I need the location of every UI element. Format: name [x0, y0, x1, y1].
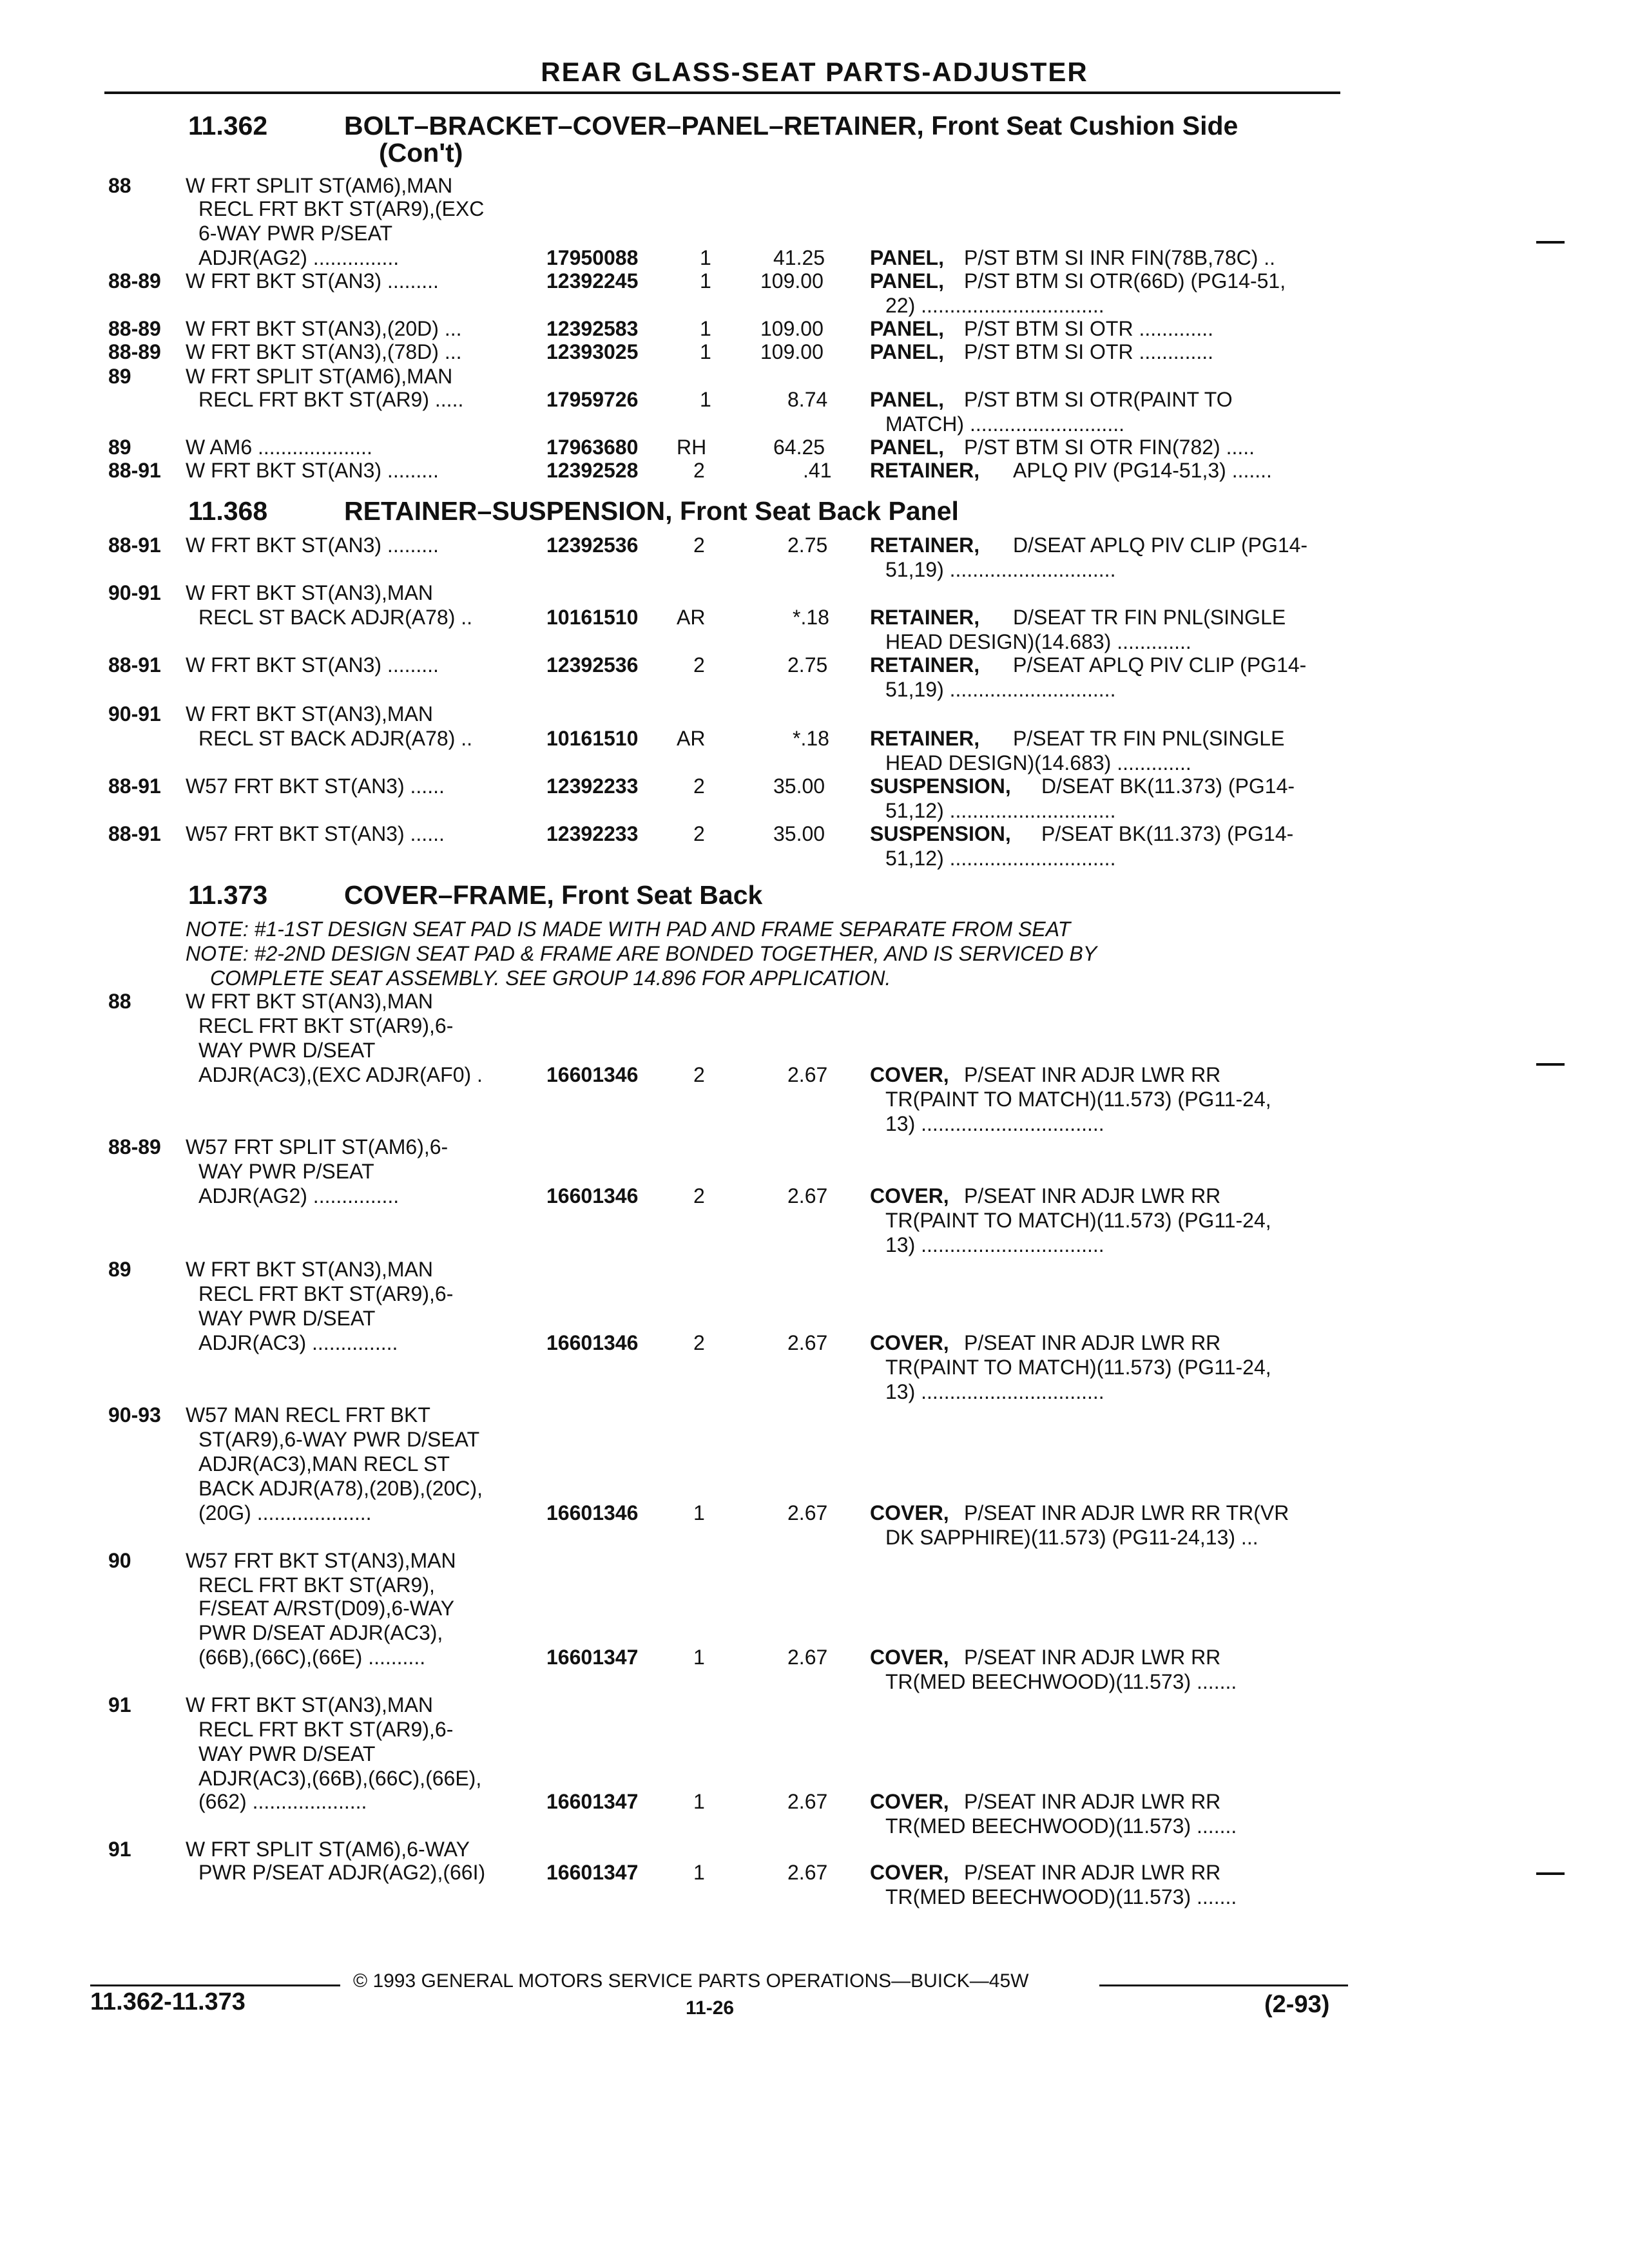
year: 89 [108, 365, 131, 388]
quantity: AR [677, 606, 706, 629]
section-title-continued: (Con't) [379, 138, 463, 168]
description: P/SEAT INR ADJR LWR RR [964, 1331, 1221, 1354]
application: W FRT BKT ST(AN3) ......... [186, 459, 439, 482]
price: 41.25 [773, 246, 825, 269]
part-name: SUSPENSION, [870, 822, 1011, 845]
description: P/SEAT INR ADJR LWR RR TR(VR [964, 1501, 1289, 1524]
quantity: 2 [693, 1331, 705, 1354]
description: TR(MED BEECHWOOD)(11.573) ....... [885, 1670, 1237, 1693]
application: 6-WAY PWR P/SEAT [198, 222, 393, 245]
quantity: 2 [693, 822, 705, 845]
application: WAY PWR P/SEAT [198, 1160, 374, 1183]
price: *.18 [793, 727, 829, 750]
section-number: 11.362 [188, 111, 268, 140]
application: PWR P/SEAT ADJR(AG2),(66I) [198, 1861, 486, 1884]
description: 13) ................................ [885, 1112, 1104, 1135]
application: W FRT BKT ST(AN3) ......... [186, 533, 439, 557]
part-name: PANEL, [870, 436, 944, 459]
application: W57 FRT SPLIT ST(AM6),6- [186, 1135, 448, 1158]
year: 91 [108, 1693, 131, 1716]
group-range: 11.362-11.373 [90, 1988, 246, 2015]
description: 51,12) ............................. [885, 799, 1116, 822]
part-number: 16601346 [546, 1184, 639, 1207]
quantity: 2 [693, 459, 705, 482]
quantity: 2 [693, 1063, 705, 1086]
application: F/SEAT A/RST(D09),6-WAY [198, 1597, 455, 1620]
quantity: 2 [693, 1184, 705, 1207]
quantity: AR [677, 727, 706, 750]
quantity: RH [677, 436, 707, 459]
application: W FRT BKT ST(AN3),MAN [186, 1693, 434, 1716]
application: ADJR(AC3),MAN RECL ST [198, 1452, 450, 1475]
application: ST(AR9),6-WAY PWR D/SEAT [198, 1428, 480, 1451]
price: .41 [803, 459, 832, 482]
application: WAY PWR D/SEAT [198, 1742, 376, 1765]
description: P/SEAT BK(11.373) (PG14- [1041, 822, 1294, 845]
part-number: 12392536 [546, 653, 639, 677]
year: 88-91 [108, 459, 161, 482]
application: (662) .................... [198, 1790, 367, 1813]
description: P/SEAT APLQ PIV CLIP (PG14- [1013, 653, 1307, 677]
section-title-rest: Front Seat Cushion Side [931, 111, 1239, 140]
price: 2.67 [787, 1790, 828, 1813]
application: W FRT SPLIT ST(AM6),6-WAY [186, 1838, 470, 1861]
margin-mark [1536, 1872, 1565, 1875]
price: 2.67 [787, 1063, 828, 1086]
year: 88 [108, 174, 131, 197]
description: TR(MED BEECHWOOD)(11.573) ....... [885, 1885, 1237, 1908]
year: 90-91 [108, 581, 161, 604]
application: RECL FRT BKT ST(AR9),6- [198, 1282, 454, 1305]
part-number: 12392528 [546, 459, 639, 482]
section-title-rest: Front Seat Back [561, 880, 763, 910]
part-name: PANEL, [870, 269, 944, 293]
description: D/SEAT TR FIN PNL(SINGLE [1013, 606, 1286, 629]
part-name: RETAINER, [870, 459, 980, 482]
margin-mark [1536, 1063, 1565, 1066]
application: ADJR(AG2) ............... [198, 1184, 400, 1207]
part-number: 17959726 [546, 388, 639, 411]
description: 51,12) ............................. [885, 847, 1116, 870]
price: 8.74 [787, 388, 828, 411]
part-number: 16601346 [546, 1501, 639, 1524]
part-name: PANEL, [870, 388, 944, 411]
application: W57 FRT BKT ST(AN3) ...... [186, 822, 445, 845]
margin-mark [1536, 241, 1565, 244]
part-number: 16601347 [546, 1861, 639, 1884]
application: W FRT BKT ST(AN3) ......... [186, 269, 439, 293]
application: W FRT BKT ST(AN3) ......... [186, 653, 439, 677]
application: W FRT BKT ST(AN3),MAN [186, 702, 434, 726]
application: ADJR(AC3) ............... [198, 1331, 398, 1354]
section-title-bold: COVER–FRAME, [344, 880, 554, 910]
description: HEAD DESIGN)(14.683) ............. [885, 630, 1191, 653]
description: P/ST BTM SI INR FIN(78B,78C) .. [964, 246, 1276, 269]
description: P/SEAT TR FIN PNL(SINGLE [1013, 727, 1285, 750]
section-title-rest: Front Seat Back Panel [679, 496, 959, 526]
part-number: 12392583 [546, 317, 639, 340]
description: P/SEAT INR ADJR LWR RR [964, 1861, 1221, 1884]
year: 89 [108, 436, 131, 459]
part-number: 17963680 [546, 436, 639, 459]
quantity: 1 [700, 388, 711, 411]
application: (20G) .................... [198, 1501, 372, 1524]
revision-date: (2-93) [1264, 1991, 1330, 2018]
description: TR(MED BEECHWOOD)(11.573) ....... [885, 1814, 1237, 1838]
description: P/ST BTM SI OTR ............. [964, 340, 1214, 363]
quantity: 1 [700, 269, 711, 293]
description: TR(PAINT TO MATCH)(11.573) (PG11-24, [885, 1356, 1271, 1379]
description: P/ST BTM SI OTR FIN(782) ..... [964, 436, 1255, 459]
price: 35.00 [773, 774, 825, 798]
year: 88-89 [108, 1135, 161, 1158]
description: TR(PAINT TO MATCH)(11.573) (PG11-24, [885, 1088, 1271, 1111]
application: BACK ADJR(A78),(20B),(20C), [198, 1477, 483, 1500]
application: W57 MAN RECL FRT BKT [186, 1403, 430, 1427]
part-number: 16601347 [546, 1646, 639, 1669]
description: 51,19) ............................. [885, 558, 1116, 581]
year: 88-89 [108, 317, 161, 340]
price: 2.67 [787, 1184, 828, 1207]
application: PWR D/SEAT ADJR(AC3), [198, 1621, 443, 1644]
copyright-text: © 1993 GENERAL MOTORS SERVICE PARTS OPERATIONS—BUICK—45W [353, 1970, 1029, 1992]
description: P/ST BTM SI OTR(66D) (PG14-51, [964, 269, 1286, 293]
quantity: 1 [693, 1646, 705, 1669]
application: W FRT BKT ST(AN3),MAN [186, 581, 434, 604]
description: MATCH) ........................... [885, 412, 1124, 436]
year: 88-91 [108, 822, 161, 845]
description: D/SEAT BK(11.373) (PG14- [1041, 774, 1295, 798]
quantity: 1 [700, 317, 711, 340]
application: RECL FRT BKT ST(AR9),(EXC [198, 197, 485, 220]
part-name: COVER, [870, 1861, 949, 1884]
quantity: 2 [693, 653, 705, 677]
year: 90-91 [108, 702, 161, 726]
note: NOTE: #1-1ST DESIGN SEAT PAD IS MADE WITH PAD AND FRAME SEPARATE FROM SEAT [186, 918, 1071, 941]
quantity: 1 [700, 340, 711, 363]
part-name: RETAINER, [870, 653, 980, 677]
application: WAY PWR D/SEAT [198, 1307, 376, 1330]
note: NOTE: #2-2ND DESIGN SEAT PAD & FRAME ARE BONDED TOGETHER, AND IS SERVICED BY [186, 942, 1097, 965]
quantity: 1 [700, 246, 711, 269]
price: 109.00 [760, 340, 824, 363]
section-title [344, 880, 762, 910]
section-title [344, 111, 1238, 141]
application: RECL FRT BKT ST(AR9),6- [198, 1718, 454, 1741]
quantity: 1 [693, 1501, 705, 1524]
description: DK SAPPHIRE)(11.573) (PG11-24,13) ... [885, 1526, 1258, 1549]
part-number: 10161510 [546, 727, 639, 750]
year: 88-91 [108, 774, 161, 798]
price: 109.00 [760, 269, 824, 293]
year: 88-91 [108, 533, 161, 557]
application: RECL FRT BKT ST(AR9), [198, 1573, 435, 1597]
price: 2.75 [787, 533, 828, 557]
application: RECL FRT BKT ST(AR9) ..... [198, 388, 464, 411]
application: W FRT BKT ST(AN3),MAN [186, 1258, 434, 1281]
description: P/SEAT INR ADJR LWR RR [964, 1790, 1221, 1813]
description: 51,19) ............................. [885, 678, 1116, 701]
application: RECL ST BACK ADJR(A78) .. [198, 606, 473, 629]
section-number: 11.368 [188, 496, 268, 526]
part-name: RETAINER, [870, 727, 980, 750]
description: APLQ PIV (PG14-51,3) ....... [1013, 459, 1272, 482]
part-number: 12392233 [546, 822, 639, 845]
part-name: PANEL, [870, 246, 944, 269]
part-name: COVER, [870, 1331, 949, 1354]
footer-rule-right [1099, 1984, 1348, 1986]
part-number: 17950088 [546, 246, 639, 269]
application: W FRT BKT ST(AN3),(20D) ... [186, 317, 462, 340]
price: 35.00 [773, 822, 825, 845]
part-number: 16601346 [546, 1331, 639, 1354]
price: 2.75 [787, 653, 828, 677]
part-number: 16601346 [546, 1063, 639, 1086]
application: RECL ST BACK ADJR(A78) .. [198, 727, 473, 750]
application: W57 FRT BKT ST(AN3) ...... [186, 774, 445, 798]
year: 90 [108, 1549, 131, 1572]
note: COMPLETE SEAT ASSEMBLY. SEE GROUP 14.896 FOR APPLICATION. [210, 966, 891, 990]
part-number: 16601347 [546, 1790, 639, 1813]
application: W AM6 .................... [186, 436, 372, 459]
price: *.18 [793, 606, 829, 629]
application: W FRT SPLIT ST(AM6),MAN [186, 174, 453, 197]
footer-rule-left [90, 1984, 340, 1986]
part-number: 12392245 [546, 269, 639, 293]
section-number: 11.373 [188, 880, 268, 910]
description: P/SEAT INR ADJR LWR RR [964, 1184, 1221, 1207]
application: W FRT BKT ST(AN3),MAN [186, 990, 434, 1013]
quantity: 1 [693, 1861, 705, 1884]
price: 2.67 [787, 1646, 828, 1669]
header-rule [104, 91, 1340, 94]
description: 13) ................................ [885, 1233, 1104, 1256]
application: RECL FRT BKT ST(AR9),6- [198, 1014, 454, 1037]
application: ADJR(AG2) ............... [198, 246, 400, 269]
part-number: 12392536 [546, 533, 639, 557]
application: W FRT SPLIT ST(AM6),MAN [186, 365, 453, 388]
section-title [344, 496, 959, 526]
page-number: 11-26 [686, 1997, 735, 2019]
price: 109.00 [760, 317, 824, 340]
price: 2.67 [787, 1331, 828, 1354]
part-name: SUSPENSION, [870, 774, 1011, 798]
year: 91 [108, 1838, 131, 1861]
description: D/SEAT APLQ PIV CLIP (PG14- [1013, 533, 1308, 557]
price: 64.25 [773, 436, 825, 459]
description: P/ST BTM SI OTR(PAINT TO [964, 388, 1233, 411]
year: 90-93 [108, 1403, 161, 1427]
part-name: RETAINER, [870, 606, 980, 629]
year: 89 [108, 1258, 131, 1281]
section-title-bold: RETAINER–SUSPENSION, [344, 496, 673, 526]
part-name: COVER, [870, 1184, 949, 1207]
price: 2.67 [787, 1861, 828, 1884]
description: P/SEAT INR ADJR LWR RR [964, 1646, 1221, 1669]
part-name: COVER, [870, 1501, 949, 1524]
part-name: PANEL, [870, 317, 944, 340]
price: 2.67 [787, 1501, 828, 1524]
application: ADJR(AC3),(EXC ADJR(AF0) . [198, 1063, 483, 1086]
year: 88 [108, 990, 131, 1013]
description: 13) ................................ [885, 1380, 1104, 1403]
part-name: PANEL, [870, 340, 944, 363]
part-name: COVER, [870, 1063, 949, 1086]
application: WAY PWR D/SEAT [198, 1039, 376, 1062]
year: 88-91 [108, 653, 161, 677]
page-title: REAR GLASS-SEAT PARTS-ADJUSTER [541, 57, 1088, 87]
section-title-bold: BOLT–BRACKET–COVER–PANEL–RETAINER, [344, 111, 924, 140]
application: W FRT BKT ST(AN3),(78D) ... [186, 340, 462, 363]
application: (66B),(66C),(66E) .......... [198, 1646, 426, 1669]
year: 88-89 [108, 269, 161, 293]
part-number: 12393025 [546, 340, 639, 363]
description: TR(PAINT TO MATCH)(11.573) (PG11-24, [885, 1209, 1271, 1232]
part-name: COVER, [870, 1790, 949, 1813]
quantity: 2 [693, 774, 705, 798]
application: ADJR(AC3),(66B),(66C),(66E), [198, 1767, 482, 1790]
description: P/ST BTM SI OTR ............. [964, 317, 1214, 340]
part-number: 10161510 [546, 606, 639, 629]
part-name: RETAINER, [870, 533, 980, 557]
quantity: 1 [693, 1790, 705, 1813]
year: 88-89 [108, 340, 161, 363]
part-name: COVER, [870, 1646, 949, 1669]
description: HEAD DESIGN)(14.683) ............. [885, 751, 1191, 774]
description: P/SEAT INR ADJR LWR RR [964, 1063, 1221, 1086]
description: 22) ................................ [885, 294, 1104, 317]
application: W57 FRT BKT ST(AN3),MAN [186, 1549, 456, 1572]
quantity: 2 [693, 533, 705, 557]
part-number: 12392233 [546, 774, 639, 798]
